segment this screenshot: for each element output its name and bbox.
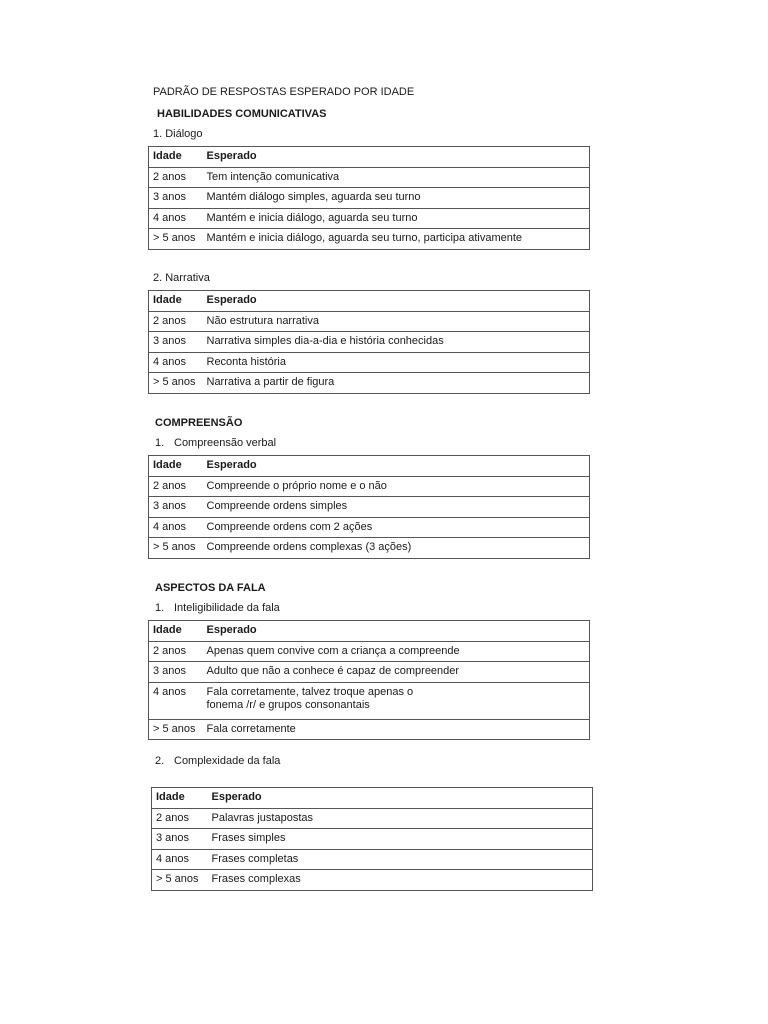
table-row: 2 anos Compreende o próprio nome e o não [149,476,590,497]
table-row: 3 anos Narrativa simples dia-a-dia e história conhecidas [149,332,590,353]
heading-habilidades: HABILIDADES COMUNICATIVAS [157,108,327,120]
table-row: 4 anos Mantém e inicia diálogo, aguarda seu turno [149,208,590,229]
label-inteligibilidade: Inteligibilidade da fala [174,602,280,614]
table-row: 3 anos Mantém diálogo simples, aguarda seu turno [149,188,590,209]
table-row: > 5 anos Mantém e inicia diálogo, aguarda seu turno, participa ativamente [149,229,590,250]
table-row: 3 anos Frases simples [152,829,593,850]
table-row: > 5 anos Compreende ordens complexas (3 ações) [149,538,590,559]
table-inteligibilidade [148,620,590,740]
table-row: 2 anos Tem intenção comunicativa [149,167,590,188]
label-compreensao-verbal-number: 1. [155,437,165,449]
table-dialogo [148,146,590,250]
table-row: 2 anos Apenas quem convive com a criança a compreende [149,641,590,662]
table-row: 3 anos Compreende ordens simples [149,497,590,518]
table-header-row: Idade Esperado [149,147,590,168]
label-narrativa: 2. Narrativa [153,272,210,284]
label-inteligibilidade-number: 1. [155,602,165,614]
table-row: 3 anos Adulto que não a conhece é capaz de compreender [149,662,590,683]
label-compreensao-verbal: Compreensão verbal [174,437,277,449]
table-row: 4 anos Compreende ordens com 2 ações [149,517,590,538]
document-title: PADRÃO DE RESPOSTAS ESPERADO POR IDADE [153,86,415,98]
table-row: > 5 anos Narrativa a partir de figura [149,373,590,394]
label-dialogo: 1. Diálogo [153,128,203,140]
table-header-row: Idade Esperado [152,788,593,809]
table-complexidade [151,787,593,891]
table-row: 4 anos Reconta história [149,352,590,373]
table-header-row: Idade Esperado [149,621,590,642]
heading-compreensao: COMPREENSÃO [155,417,243,429]
table-row: > 5 anos Fala corretamente [149,719,590,740]
table-row: > 5 anos Frases complexas [152,870,593,891]
table-row: 2 anos Palavras justapostas [152,808,593,829]
table-compreensao-verbal [148,455,590,559]
label-complexidade: Complexidade da fala [174,755,281,767]
label-complexidade-number: 2. [155,755,165,767]
table-narrativa [148,290,590,394]
table-row: 4 anos Frases completas [152,849,593,870]
table-header-row: Idade Esperado [149,456,590,477]
table-row: 4 anos Fala corretamente, talvez troque apenas o fonema /r/ e grupos consonantais [149,682,590,719]
heading-aspectos-fala: ASPECTOS DA FALA [155,582,266,594]
table-row: 2 anos Não estrutura narrativa [149,311,590,332]
table-header-row: Idade Esperado [149,291,590,312]
